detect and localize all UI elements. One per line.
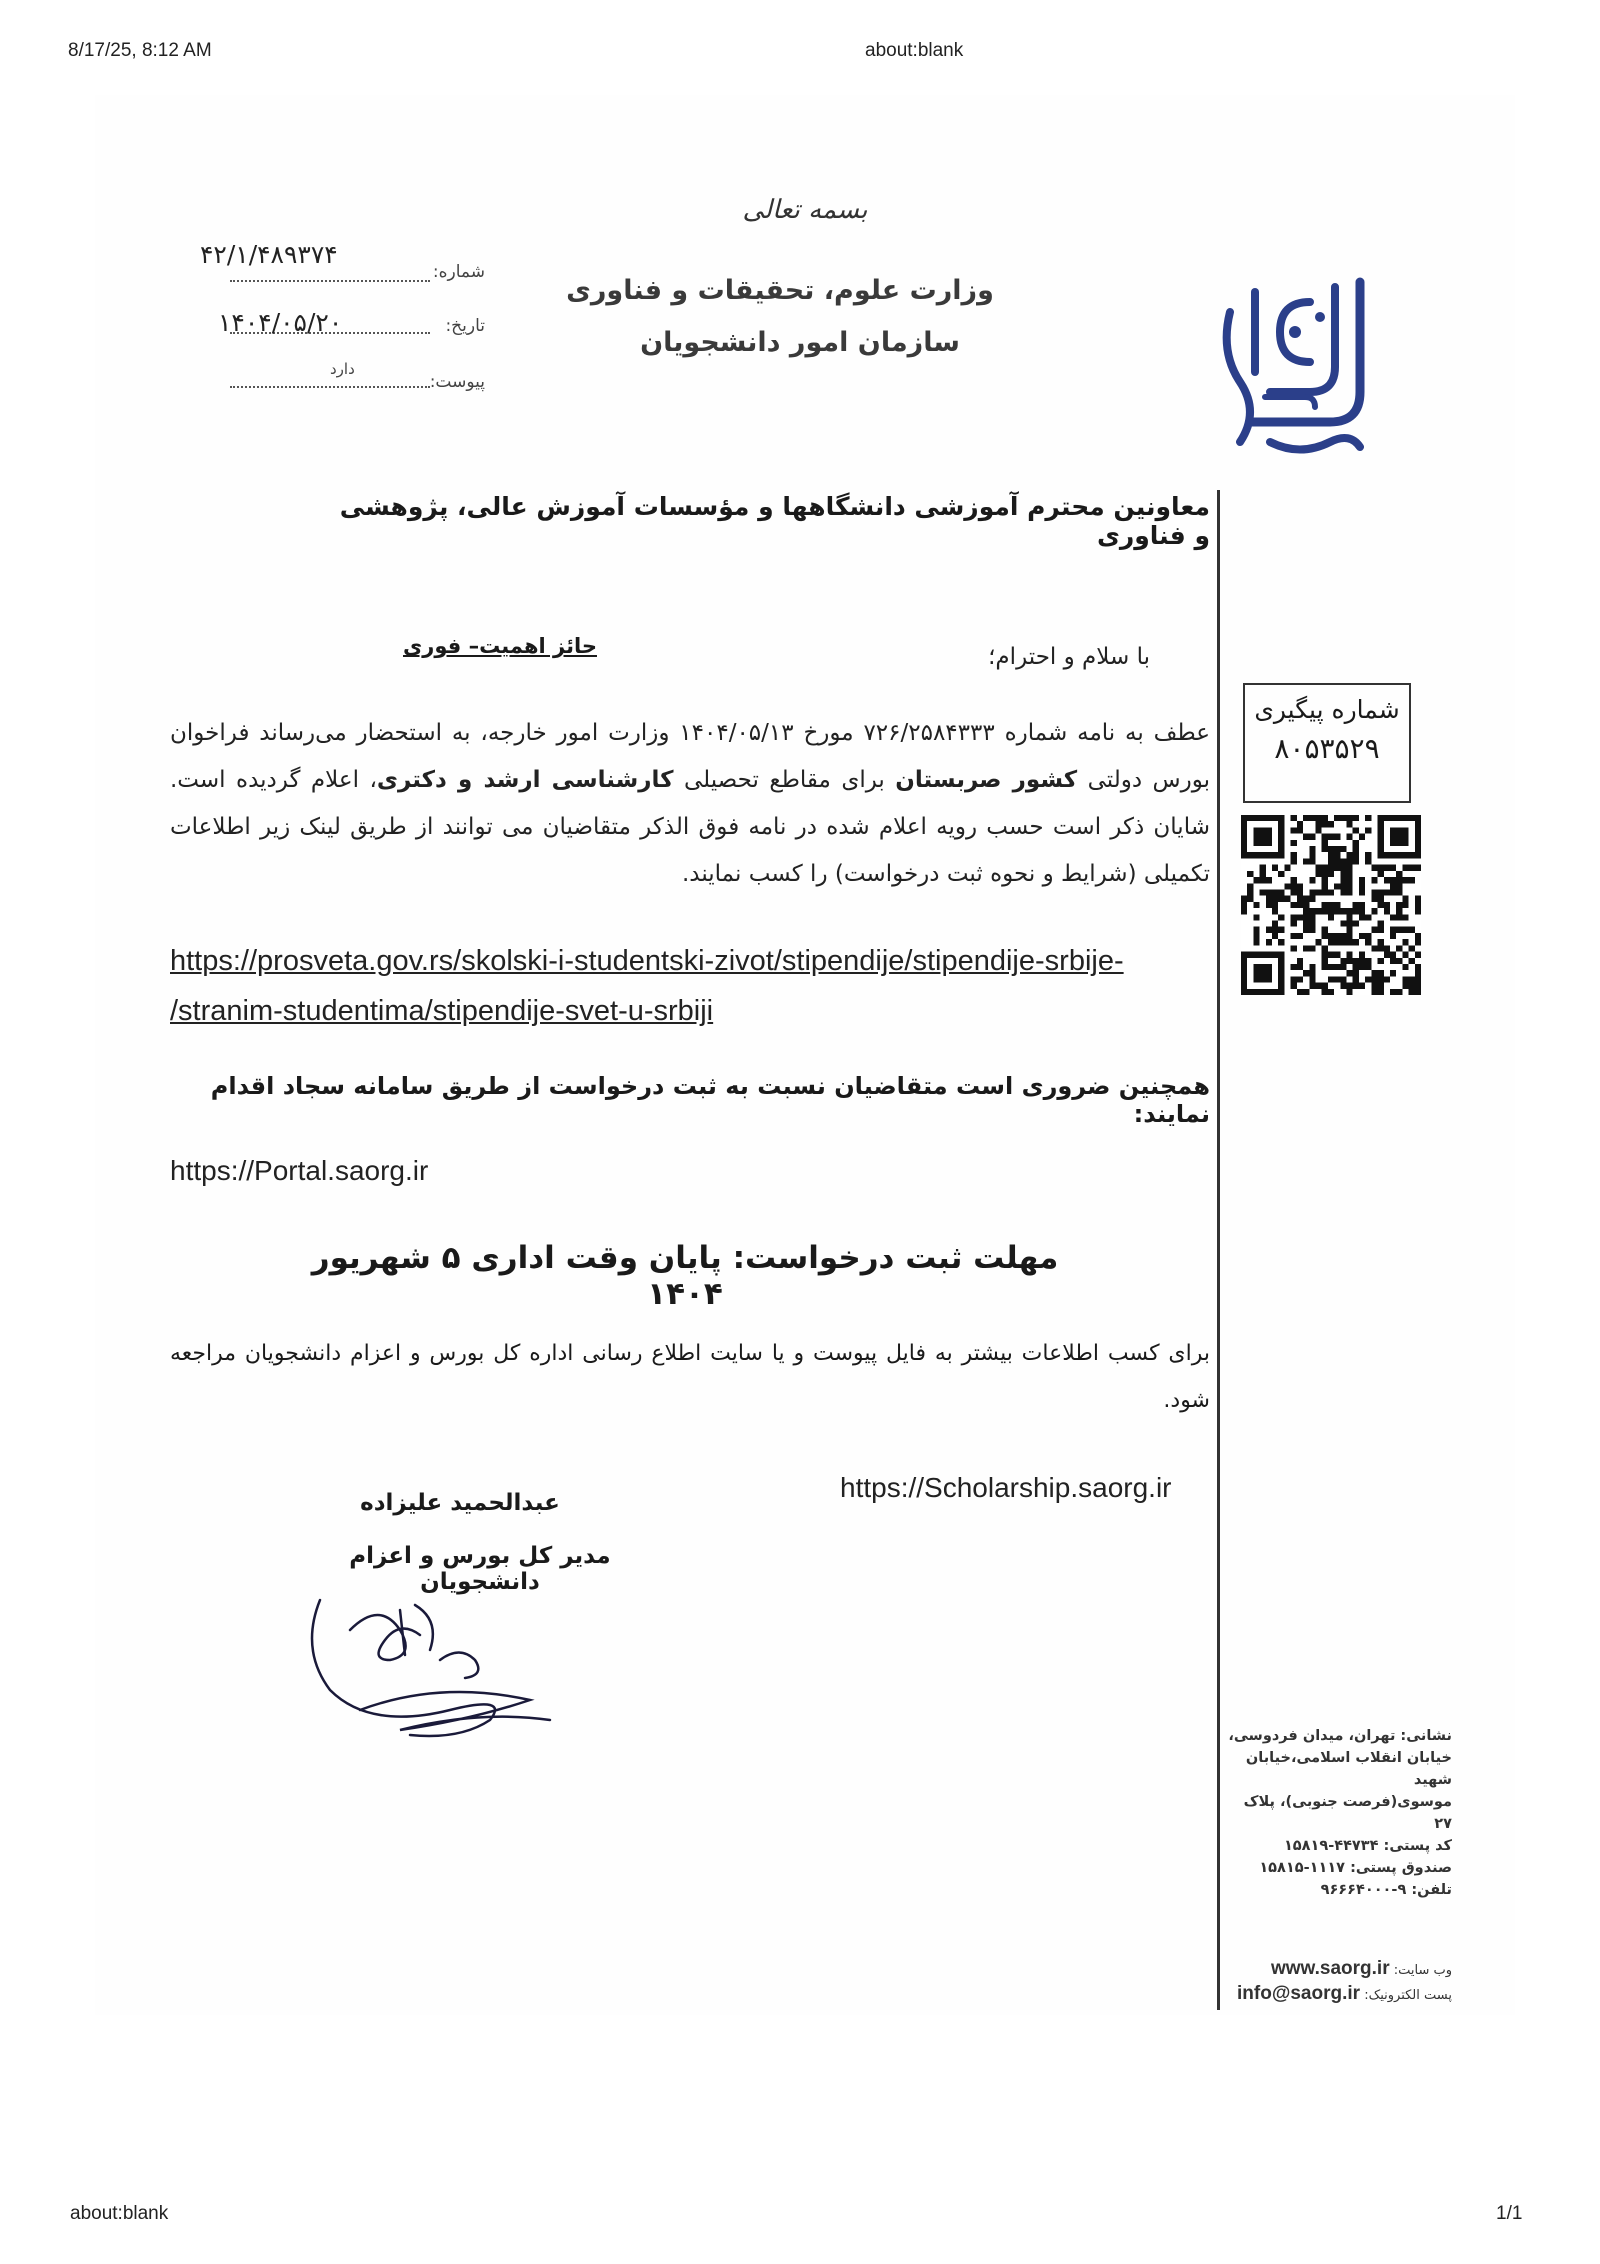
po-box: صندوق پستی: ۱۱۱۷-۱۵۸۱۵ bbox=[1259, 1860, 1452, 1876]
qr-code bbox=[1241, 815, 1421, 995]
tracking-box bbox=[1243, 683, 1411, 803]
signer-name: عبدالحمید علیزاده bbox=[360, 1490, 560, 1516]
body-text-3: ، اعلام گردیده است. شایان ذکر است حسب رویه اعلام شده در نامه فوق الذکر متقاضیان می توانند از طریق لینک زیر اطلاعات تکمیلی (شرایط و نحوه ثبت درخواست) را کسب نمایند. bbox=[170, 767, 1210, 887]
attachment-label: پیوست: bbox=[429, 372, 485, 392]
print-page-title: about:blank bbox=[865, 40, 964, 61]
website-value[interactable]: www.saorg.ir bbox=[1270, 1958, 1390, 1979]
website-line bbox=[1222, 1958, 1452, 1980]
prosveta-link[interactable] bbox=[170, 936, 1215, 1036]
print-timestamp: 8/17/25, 8:12 AM bbox=[68, 40, 212, 61]
print-footer-url: about:blank bbox=[70, 2203, 169, 2224]
organization-address bbox=[1222, 1725, 1452, 1901]
attachment-dots bbox=[230, 382, 430, 388]
margin-rule bbox=[1217, 490, 1220, 2010]
email-line bbox=[1222, 1983, 1452, 2005]
greeting: با سلام و احترام؛ bbox=[988, 644, 1150, 670]
number-label: شماره: bbox=[432, 262, 485, 282]
email-value[interactable]: info@saorg.ir bbox=[1237, 1983, 1361, 2004]
attachment-value: دارد bbox=[330, 360, 355, 378]
website-label: وب سایت: bbox=[1393, 1963, 1452, 1978]
handwritten-signature bbox=[290, 1560, 590, 1750]
address-line: نشانی: تهران، میدان فردوسی، bbox=[1228, 1728, 1452, 1744]
importance-badge: حائز اهمیت– فوری bbox=[403, 634, 597, 658]
body-text-1: عطف به نامه شماره ۷۲۶/۲۵۸۴۳۳۳ مورخ ۱۴۰۴/۰۵/۱۳ وزارت امور خارجه، به استحضار می‌رساند فراخوان بورس دولتی bbox=[170, 720, 1211, 793]
ministry-name: وزارت علوم، تحقیقات و فناوری bbox=[566, 275, 994, 306]
more-info-paragraph: برای کسب اطلاعات بیشتر به فایل پیوست و یا سایت اطلاع رسانی اداره کل بورس و اعزام دانشجویان مراجعه شود. bbox=[170, 1341, 1210, 1413]
email-label: پست الکترونیک: bbox=[1364, 1988, 1452, 2003]
organization-name: سازمان امور دانشجویان bbox=[640, 327, 960, 358]
portal-link[interactable]: https://Portal.saorg.ir bbox=[170, 1155, 429, 1186]
body-levels: کارشناسی ارشد و دکتری bbox=[376, 767, 674, 793]
prosveta-link-line2[interactable]: /stranim-studentima/stipendije-svet-u-srbiji bbox=[170, 995, 714, 1027]
phone: تلفن: ۹-۹۶۶۶۴۰۰۰ bbox=[1320, 1882, 1452, 1898]
tracking-number: ۸۰۵۳۵۲۹ bbox=[1274, 732, 1380, 765]
letter-number: ۴۲/۱/۴۸۹۳۷۴ bbox=[200, 240, 338, 269]
print-page-count: 1/1 bbox=[1496, 2203, 1523, 2224]
number-dots bbox=[230, 276, 430, 282]
sajad-note: همچنین ضروری است متقاضیان نسبت به ثبت درخواست از طریق سامانه سجاد اقدام نمایند: bbox=[210, 1072, 1210, 1128]
body-text-2: برای مقاطع تحصیلی bbox=[673, 767, 896, 793]
address-line: خیابان انقلاب اسلامی،خیابان شهید bbox=[1245, 1750, 1452, 1788]
scholarship-link[interactable]: https://Scholarship.saorg.ir bbox=[840, 1472, 1172, 1503]
letter-date: ۱۴۰۴/۰۵/۲۰ bbox=[218, 308, 343, 337]
address-line: موسوی(فرصت جنوبی)، پلاک ۲۷ bbox=[1243, 1794, 1452, 1832]
date-label: تاریخ: bbox=[445, 316, 485, 336]
postal-code: کد پستی: ۴۴۷۳۴-۱۵۸۱۹ bbox=[1283, 1838, 1452, 1854]
signer-title: مدیر کل بورس و اعزام دانشجویان bbox=[349, 1543, 611, 1595]
prosveta-link-line1[interactable]: https://prosveta.gov.rs/skolski-i-studentski-zivot/stipendije/stipendije-srbije- bbox=[170, 945, 1124, 977]
organization-logo bbox=[1210, 272, 1382, 462]
addressee: معاونین محترم آموزشی دانشگاهها و مؤسسات آموزش عالی، پژوهشی و فناوری bbox=[339, 492, 1210, 550]
deadline: مهلت ثبت درخواست: پایان وقت اداری ۵ شهریور ۱۴۰۴ bbox=[311, 1240, 1059, 1312]
body-country: کشور صربستان bbox=[895, 767, 1078, 793]
tracking-label: شماره پیگیری bbox=[1254, 695, 1400, 724]
body-paragraph bbox=[170, 710, 1210, 898]
basmala: بسمه تعالی bbox=[742, 195, 868, 225]
